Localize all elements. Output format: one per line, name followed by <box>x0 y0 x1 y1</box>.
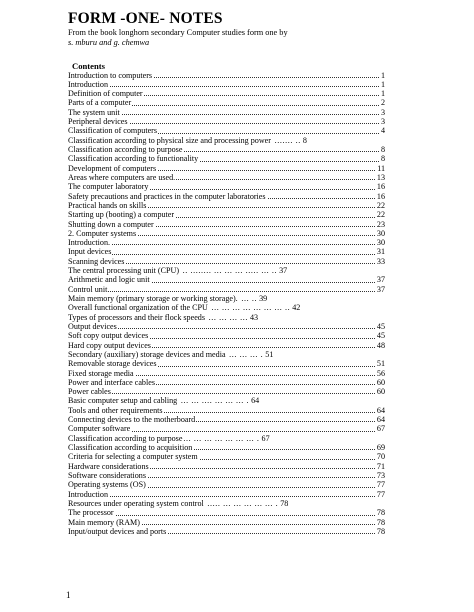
toc-entry-label: Classification of computers <box>68 126 158 136</box>
toc-entry[interactable] <box>68 396 385 405</box>
toc-entry-label: The central processing unit (CPU) <box>68 266 180 276</box>
toc-entry-leader: ... ... ... . <box>226 349 264 359</box>
toc-entry-leader <box>68 244 385 245</box>
toc-entry-leader: ... ... ... ... <box>206 312 248 322</box>
toc-entry[interactable] <box>68 424 385 433</box>
toc-entry-label: Safety precautions and practices in the computer laboratories <box>68 191 266 201</box>
contents-heading: Contents <box>72 61 105 71</box>
toc-entry-label: Main memory (RAM) <box>68 517 140 527</box>
toc-entry-page-number: 67 <box>376 424 385 434</box>
toc-entry-label: Input/output devices and ports <box>68 526 167 536</box>
toc-entry-label: Input devices <box>68 247 112 257</box>
toc-entry-leader: ....... .. <box>271 135 301 145</box>
toc-entry-page-number: 3 <box>380 107 385 117</box>
toc-entry-label: Connecting devices to the motherboard <box>68 415 196 425</box>
toc-entry[interactable] <box>68 452 385 461</box>
toc-entry-page-number: 56 <box>376 368 385 378</box>
toc-entry[interactable] <box>68 294 385 303</box>
toc-entry-leader: ..... ... ... ... ... ... . <box>204 498 279 508</box>
toc-entry[interactable] <box>68 145 385 154</box>
toc-entry-page-number: 11 <box>377 163 385 173</box>
toc-entry-leader <box>68 515 385 516</box>
toc-entry[interactable] <box>68 117 385 126</box>
toc-entry[interactable] <box>68 341 385 350</box>
toc-entry-label: The system unit <box>68 107 120 117</box>
toc-entry-leader <box>68 254 385 255</box>
toc-entry-label: Soft copy output devices <box>68 331 149 341</box>
toc-entry-page-number: 51 <box>376 359 385 369</box>
toc-entry-label: Computer software <box>68 424 131 434</box>
toc-entry-page-number: 1 <box>380 89 385 99</box>
toc-entry-page-number: 78 <box>376 526 385 536</box>
toc-entry[interactable] <box>68 313 385 322</box>
toc-entry-label: Parts of a computer <box>68 98 132 108</box>
toc-entry-page-number: 37 <box>376 275 385 285</box>
toc-entry-label: Types of processors and their flock speeds <box>68 312 205 322</box>
toc-entry-label: Resources under operating system control <box>68 498 204 508</box>
toc-entry-label: Definition of computer <box>68 89 143 99</box>
toc-entry-label: Output devices <box>68 321 117 331</box>
toc-entry[interactable] <box>68 173 385 182</box>
toc-entry[interactable] <box>68 220 385 229</box>
toc-entry-label: Power cables <box>68 387 111 397</box>
toc-entry[interactable] <box>68 89 385 98</box>
toc-entry[interactable] <box>68 164 385 173</box>
toc-entry-page-number: 64 <box>251 396 260 406</box>
toc-entry-page-number: 16 <box>376 191 385 201</box>
toc-entry-leader: ... ... ... ... ... ... ... . <box>183 433 260 443</box>
toc-entry[interactable] <box>68 210 385 219</box>
toc-entry-label: Operating systems (OS) <box>68 480 146 490</box>
toc-entry-page-number: 69 <box>376 443 385 452</box>
toc-entry-page-number: 51 <box>265 349 274 359</box>
toc-entry[interactable] <box>68 322 385 331</box>
toc-entry-page-number: 1 <box>380 70 385 80</box>
toc-entry-page-number: 42 <box>292 303 301 313</box>
toc-entry-label: Areas where computers are used. <box>68 172 176 182</box>
toc-entry-label: Main memory (primary storage or working storage). <box>68 294 238 303</box>
toc-entry[interactable] <box>68 229 385 238</box>
toc-entry[interactable] <box>68 490 385 499</box>
table-of-contents <box>68 71 385 537</box>
toc-entry-label: Removable storage devices <box>68 359 157 369</box>
toc-entry-label: Power and interface cables <box>68 377 155 387</box>
toc-entry-label: Introduction to computers <box>68 70 153 80</box>
toc-entry[interactable] <box>68 238 385 247</box>
toc-entry[interactable] <box>68 369 385 378</box>
toc-entry-label: The processor <box>68 508 114 518</box>
toc-entry-label: Introduction <box>68 79 109 89</box>
toc-entry[interactable] <box>68 499 385 508</box>
toc-entry[interactable] <box>68 480 385 489</box>
toc-entry-page-number: 45 <box>376 331 385 341</box>
toc-entry-page-number: 67 <box>261 433 270 443</box>
toc-entry[interactable] <box>68 98 385 107</box>
toc-entry[interactable] <box>68 201 385 210</box>
toc-entry[interactable] <box>68 415 385 424</box>
toc-entry-page-number: 16 <box>376 182 385 192</box>
toc-entry-page-number: 48 <box>376 340 385 350</box>
toc-entry[interactable] <box>68 350 385 359</box>
toc-entry[interactable] <box>68 266 385 275</box>
toc-entry[interactable] <box>68 192 385 201</box>
toc-entry-label: Introduction <box>68 489 109 499</box>
toc-entry-label: Software considerations <box>68 470 146 480</box>
toc-entry-page-number: 77 <box>376 480 385 490</box>
toc-entry-page-number: 78 <box>376 508 385 518</box>
toc-entry-label: Classification according to acquisition <box>68 443 193 452</box>
toc-entry-page-number: 23 <box>376 219 385 229</box>
toc-entry-label: Classification according to physical size and processing power <box>68 135 271 145</box>
toc-entry[interactable] <box>68 518 385 527</box>
toc-entry[interactable] <box>68 275 385 284</box>
toc-entry-page-number: 64 <box>376 415 385 425</box>
toc-entry-page-number: 70 <box>376 452 385 462</box>
toc-entry[interactable] <box>68 303 385 312</box>
toc-entry[interactable] <box>68 462 385 471</box>
toc-entry-label: Classification according to functionality <box>68 154 199 164</box>
toc-entry-label: Basic computer setup and cabling <box>68 396 178 406</box>
toc-entry[interactable] <box>68 331 385 340</box>
toc-entry-label: Control unit <box>68 284 108 294</box>
toc-entry-leader <box>68 496 385 497</box>
toc-entry-page-number: 77 <box>376 489 385 499</box>
toc-entry-leader: ... ... .... ... ... ... . <box>178 396 250 406</box>
toc-entry-page-number: 2 <box>380 98 385 108</box>
page-number: 1 <box>66 590 71 600</box>
toc-entry-page-number: 60 <box>376 387 385 397</box>
toc-entry-label: Shutting down a computer <box>68 219 154 229</box>
toc-entry-page-number: 78 <box>280 498 289 508</box>
toc-entry-page-number: 30 <box>376 238 385 248</box>
toc-entry-label: Fixed storage media <box>68 368 134 378</box>
toc-entry-page-number: 1 <box>380 79 385 89</box>
toc-entry-label: Development of computers <box>68 163 157 173</box>
toc-entry-label: Starting up (booting) a computer <box>68 210 175 220</box>
toc-entry-page-number: 43 <box>249 312 259 322</box>
toc-entry[interactable] <box>68 443 385 452</box>
toc-entry[interactable] <box>68 257 385 266</box>
toc-entry-page-number: 30 <box>376 228 385 238</box>
toc-entry[interactable] <box>68 387 385 396</box>
toc-entry-page-number: 8 <box>302 135 307 145</box>
toc-entry[interactable] <box>68 126 385 135</box>
document-title: FORM -ONE- NOTES <box>68 10 223 27</box>
toc-entry[interactable] <box>68 359 385 368</box>
toc-entry-leader <box>68 291 385 292</box>
toc-entry-label: Hard copy output devices <box>68 340 151 350</box>
toc-entry-label: Classification according to purpose <box>68 145 183 154</box>
toc-entry-page-number: 8 <box>380 154 385 164</box>
toc-entry-label: Criteria for selecting a computer system <box>68 452 198 462</box>
toc-entry[interactable] <box>68 406 385 415</box>
toc-entry-label: The computer laboratory <box>68 182 149 192</box>
toc-entry[interactable] <box>68 182 385 191</box>
toc-entry-page-number: 22 <box>376 200 385 210</box>
toc-entry-label: Peripheral devices <box>68 117 128 127</box>
document-subtitle: From the book longhorn secondary Computer studies form one by <box>68 28 288 37</box>
toc-entry-label: Tools and other requirements <box>68 405 163 415</box>
toc-entry-label: Practical hands on skills <box>68 200 147 210</box>
toc-entry[interactable] <box>68 378 385 387</box>
toc-entry-page-number: 78 <box>376 517 385 527</box>
toc-entry-label: Scanning devices <box>68 256 125 266</box>
toc-entry[interactable] <box>68 527 385 536</box>
toc-entry[interactable] <box>68 508 385 517</box>
toc-entry-page-number: 39 <box>259 294 268 303</box>
toc-entry-label: Hardware considerations <box>68 461 149 471</box>
toc-entry-page-number: 37 <box>376 284 385 294</box>
toc-entry-page-number: 33 <box>376 256 385 266</box>
toc-entry[interactable] <box>68 285 385 294</box>
toc-entry-label: Introduction. <box>68 238 111 248</box>
toc-entry-leader: ... .. <box>238 294 258 303</box>
toc-entry-leader: .. ........ ... ... ... ..... ... .. <box>180 266 278 276</box>
toc-entry-page-number: 37 <box>279 266 288 276</box>
toc-entry-page-number: 60 <box>376 377 385 387</box>
toc-entry-leader <box>68 393 385 394</box>
document-authors: s. mburu and g. chemwa <box>68 38 150 47</box>
toc-entry[interactable] <box>68 247 385 256</box>
toc-entry-page-number: 4 <box>380 126 385 136</box>
toc-entry[interactable] <box>68 434 385 443</box>
toc-entry-label: 2. Computer systems <box>68 228 137 238</box>
toc-entry-page-number: 73 <box>376 470 385 480</box>
toc-entry-page-number: 13 <box>376 172 385 182</box>
toc-entry-page-number: 31 <box>376 247 385 257</box>
toc-entry[interactable] <box>68 108 385 117</box>
toc-entry-page-number: 64 <box>376 405 385 415</box>
toc-entry[interactable] <box>68 154 385 163</box>
toc-entry-page-number: 71 <box>376 461 385 471</box>
toc-entry-page-number: 22 <box>376 210 385 220</box>
toc-entry-label: Secondary (auxiliary) storage devices and media <box>68 349 226 359</box>
toc-entry[interactable] <box>68 136 385 145</box>
toc-entry-label: Classification according to purpose <box>68 433 183 443</box>
toc-entry-page-number: 8 <box>380 145 385 154</box>
toc-entry-leader <box>68 86 385 87</box>
toc-entry[interactable] <box>68 71 385 80</box>
toc-entry-page-number: 45 <box>376 321 385 331</box>
toc-entry-leader: ... ... ... ... ... ... ... .. <box>208 303 291 313</box>
toc-entry[interactable] <box>68 80 385 89</box>
toc-entry-label: Overall functional organization of the CPU <box>68 303 208 313</box>
toc-entry-page-number: 3 <box>380 117 385 127</box>
toc-entry-label: Arithmetic and logic unit <box>68 275 150 285</box>
toc-entry[interactable] <box>68 471 385 480</box>
